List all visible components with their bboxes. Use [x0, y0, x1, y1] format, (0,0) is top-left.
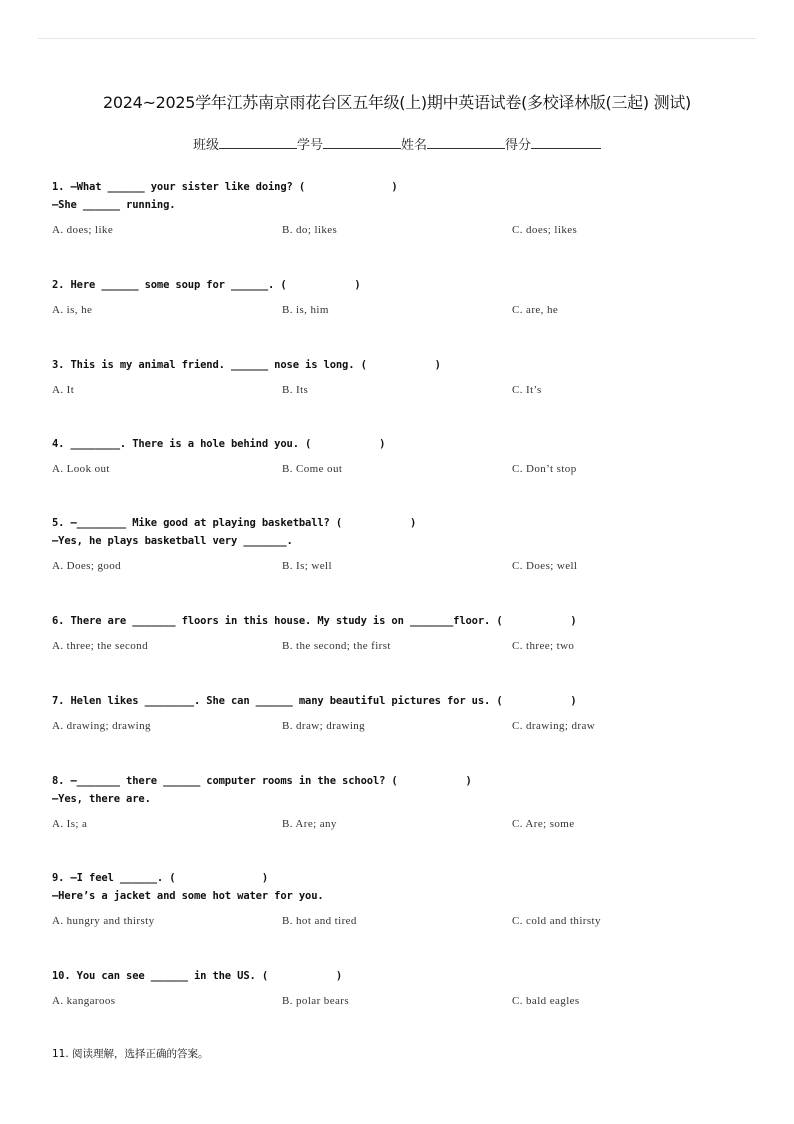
question-4-option-c[interactable]: C. Don’t stop	[512, 463, 577, 475]
number-label: 学号	[296, 138, 323, 153]
question-8-option-a[interactable]: A. Is; a	[52, 818, 88, 830]
question-2-options	[52, 301, 752, 319]
question-9-line-2: —Here’s a jacket and some hot water for you.	[52, 890, 324, 902]
score-label: 得分	[505, 138, 532, 153]
question-6-option-a[interactable]: A. three; the second	[52, 640, 148, 652]
question-3-option-b[interactable]: B. Its	[282, 384, 309, 396]
question-4-option-a[interactable]: A. Look out	[52, 463, 110, 475]
question-7-options	[52, 717, 752, 735]
question-9	[52, 869, 752, 930]
question-6-line-1: 6. There are _______ floors in this house. My study is on _______floor. ( )	[52, 615, 577, 627]
question-11-heading: 11. 阅读理解，选择正确的答案。	[52, 1048, 209, 1060]
question-5-option-a[interactable]: A. Does; good	[52, 560, 122, 572]
question-10	[52, 967, 752, 1010]
question-5-line-2: —Yes, he plays basketball very _______.	[52, 535, 293, 547]
question-8	[52, 772, 752, 833]
question-1-option-c[interactable]: C. does; likes	[512, 224, 578, 236]
question-7-option-b[interactable]: B. draw; drawing	[282, 720, 366, 732]
question-4-option-b[interactable]: B. Come out	[282, 463, 343, 475]
question-5-option-b[interactable]: B. Is; well	[282, 560, 332, 572]
question-6	[52, 612, 752, 655]
question-10-option-a[interactable]: A. kangaroos	[52, 995, 116, 1007]
question-6-option-b[interactable]: B. the second; the first	[282, 640, 391, 652]
question-6-options	[52, 637, 752, 655]
question-10-option-c[interactable]: C. bald eagles	[512, 995, 580, 1007]
question-3-option-a[interactable]: A. It	[52, 384, 75, 396]
question-9-options	[52, 912, 752, 930]
question-3-options	[52, 381, 752, 399]
score-field	[505, 134, 601, 153]
question-9-option-a[interactable]: A. hungry and thirsty	[52, 915, 155, 927]
question-1-line-2: —She ______ running.	[52, 199, 176, 211]
class-field	[193, 134, 297, 153]
question-7	[52, 692, 752, 735]
question-7-line-1: 7. Helen likes ________. She can ______ many beautiful pictures for us. ( )	[52, 695, 577, 707]
number-blank[interactable]	[323, 138, 401, 149]
question-5-line-1: 5. —________ Mike good at playing basketball? ( )	[52, 517, 417, 529]
question-10-line-1: 10. You can see ______ in the US. ( )	[52, 970, 343, 982]
question-7-option-a[interactable]: A. drawing; drawing	[52, 720, 151, 732]
question-2	[52, 276, 752, 319]
question-8-option-b[interactable]: B. Are; any	[282, 818, 337, 830]
question-4	[52, 435, 752, 478]
question-8-option-c[interactable]: C. Are; some	[512, 818, 575, 830]
top-divider	[38, 38, 756, 39]
question-8-line-1: 8. —_______ there ______ computer rooms in the school? ( )	[52, 775, 472, 787]
question-4-options	[52, 460, 752, 478]
question-10-option-b[interactable]: B. polar bears	[282, 995, 349, 1007]
number-field	[297, 134, 401, 153]
question-5-options	[52, 557, 752, 575]
question-1-options	[52, 221, 752, 239]
question-2-option-c[interactable]: C. are, he	[512, 304, 559, 316]
question-2-option-a[interactable]: A. is, he	[52, 304, 93, 316]
question-9-option-c[interactable]: C. cold and thirsty	[512, 915, 601, 927]
name-field	[401, 134, 505, 153]
question-9-option-b[interactable]: B. hot and tired	[282, 915, 357, 927]
question-5-option-c[interactable]: C. Does; well	[512, 560, 578, 572]
score-blank[interactable]	[531, 138, 601, 149]
name-blank[interactable]	[427, 138, 505, 149]
question-1	[52, 178, 752, 239]
question-5	[52, 514, 752, 575]
name-label: 姓名	[401, 138, 428, 153]
question-2-option-b[interactable]: B. is, him	[282, 304, 329, 316]
question-3-option-c[interactable]: C. It’s	[512, 384, 542, 396]
question-6-option-c[interactable]: C. three; two	[512, 640, 575, 652]
question-7-option-c[interactable]: C. drawing; draw	[512, 720, 596, 732]
class-label: 班级	[192, 138, 219, 153]
class-blank[interactable]	[219, 138, 297, 149]
question-4-line-1: 4. ________. There is a hole behind you. ( )	[52, 438, 386, 450]
question-2-line-1: 2. Here ______ some soup for ______. ( )	[52, 279, 361, 291]
student-info-line	[0, 134, 794, 153]
question-8-line-2: —Yes, there are.	[52, 793, 151, 805]
question-1-line-1: 1. —What ______ your sister like doing? ( )	[52, 181, 398, 193]
question-10-options	[52, 992, 752, 1010]
question-1-option-a[interactable]: A. does; like	[52, 224, 114, 236]
exam-title: 2024~2025学年江苏南京雨花台区五年级(上)期中英语试卷(多校译林版(三起) 测试)	[103, 93, 691, 112]
question-3-line-1: 3. This is my animal friend. ______ nose is long. ( )	[52, 359, 441, 371]
question-9-line-1: 9. —I feel ______. ( )	[52, 872, 269, 884]
question-8-options	[52, 815, 752, 833]
question-3	[52, 356, 752, 399]
question-1-option-b[interactable]: B. do; likes	[282, 224, 338, 236]
